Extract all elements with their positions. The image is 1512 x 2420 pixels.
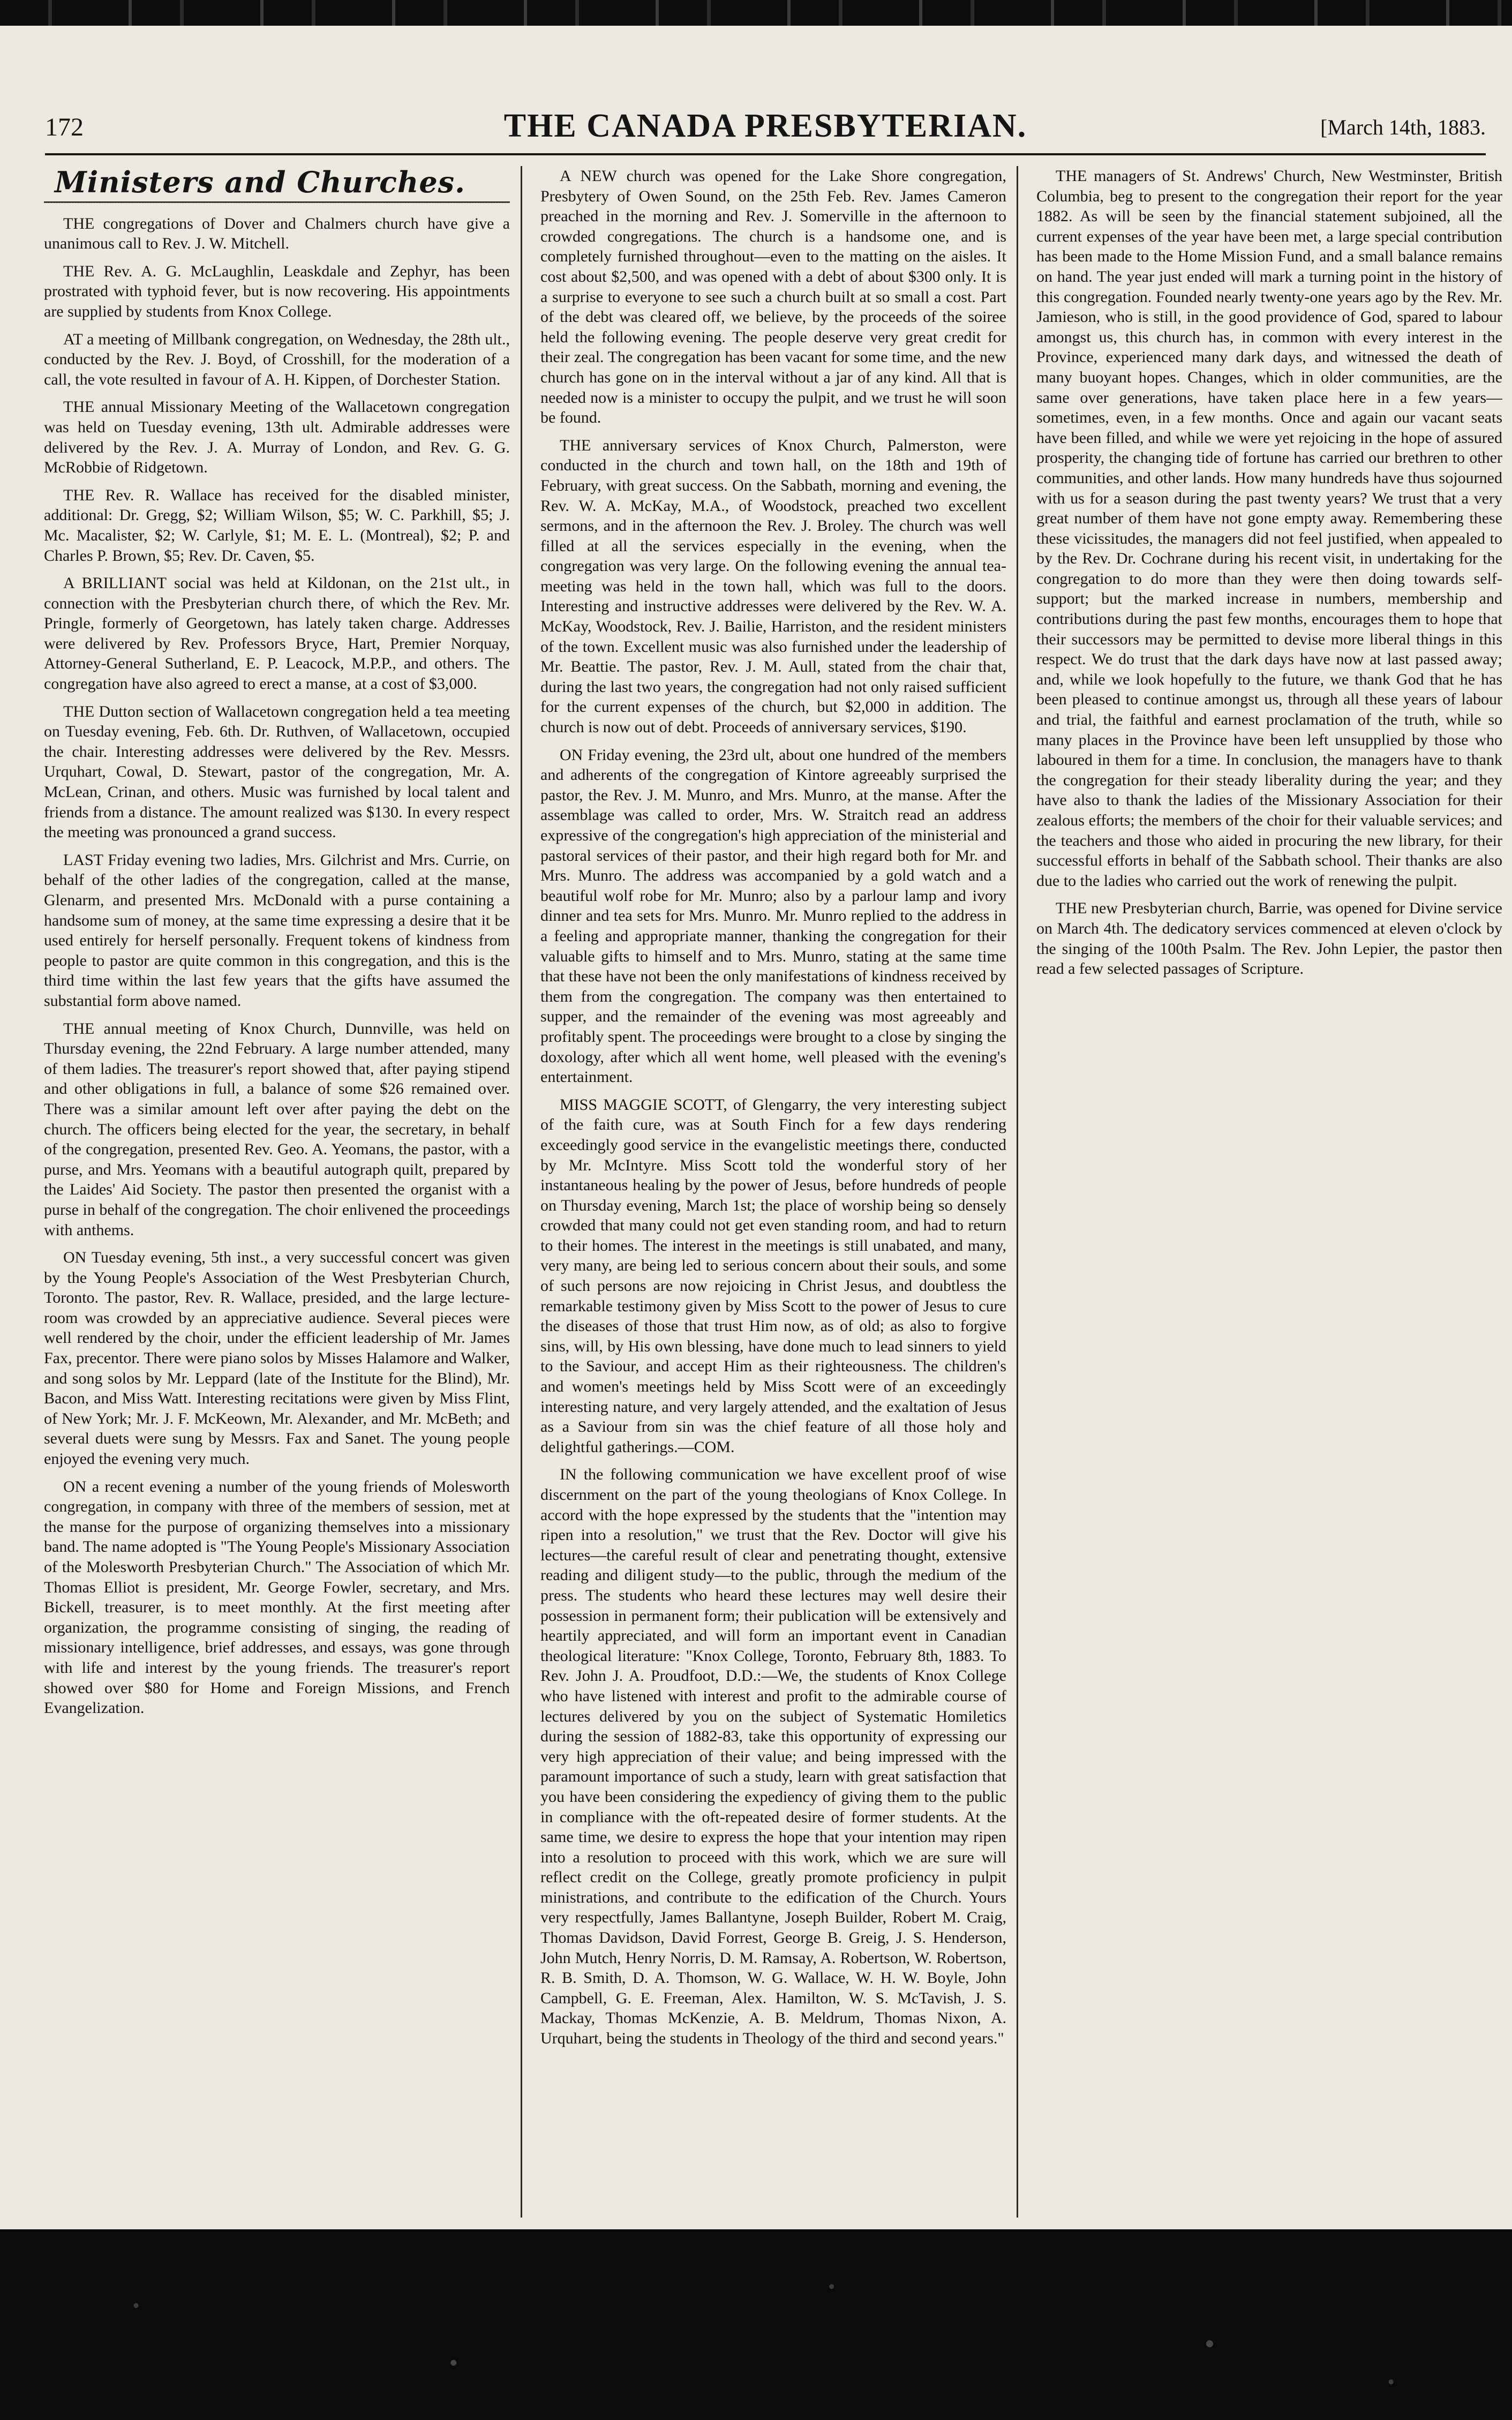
news-item: THE anniversary services of Knox Church, Palmerston, were conducted in the church and town hall, on the 18th and 19th of February, with great success. On the Sabbath, morning and evening, the Rev. W. A. McKay, M.A., of Woodstock, preached two excellent sermons, and in the afternoon the Rev. J. Broley. The church was well filled at all the services especially in the evening, when the congregation was very large. On the following evening the annual tea-meeting was held in the town hall, which was full to the doors. Interesting and instructive addresses were delivered by the Rev. W. A. McKay, Woodstock, Rev. J. Bailie, Harriston, and the resident ministers of the town. Excellent music was also furnished under the leadership of Mr. Beattie. The pastor, Rev. J. M. Aull, stated from the chair that, during the last two years, the congregation had not only raised sufficient for the current expenses of the church, but $2,000 in addition. The church is now out of debt. Proceeds of anniversary services, $190.: [540, 436, 1006, 736]
section-title: Ministers and Churches.: [55, 166, 465, 199]
news-item: IN the following communication we have excellent proof of wise discernment on the part of the young theologians of Knox College. In accord with the hope expressed by the students that the "intention may ripen into a resolution," we trust that the Rev. Doctor will give his lectures—the careful result of clear and penetrating thought, extensive reading and diligent study—to the public, through the medium of the press. The students who heard these lectures may well desire their possession in permanent form; their publication will be extensively and heartily appreciated, and will form an important event in Canadian theological literature: "Knox College, Toronto, February 8th, 1883. To Rev. John J. A. Proudfoot, D.D.:—We, the students of Knox College who have listened with interest and profit to the admirable course of lectures delivered by you on the subject of Systematic Homiletics during the session of 1882-83, take this opportunity of expressing our very high appreciation of their value; and being impressed with the paramount importance of such a study, learn with great satisfaction that you have been considering the expediency of giving them to the public in compliance with the oft-repeated desire of former students. At the same time, we desire to express the hope that your intention may ripen into a resolution to proceed with this work, which we are sure will reflect credit on the College, greatly promote proficiency in pulpit ministrations, and contribute to the edification of the Church. Yours very respectfully, James Ballantyne, Joseph Builder, Robert M. Craig, Thomas Davidson, David Forrest, George B. Greig, J. S. Henderson, John Mutch, Henry Norris, D. M. Ramsay, A. Robertson, W. Robertson, R. B. Smith, D. A. Thomson, W. G. Wallace, W. H. W. Boyle, John Campbell, G. E. Freeman, Alex. Hamilton, W. S. McTavish, J. S. Mackay, Thomas McKenzie, A. B. Meldrum, Thomas Nixon, A. Urquhart, being the students in Theology of the third and second years.": [540, 1465, 1006, 2048]
news-item: ON Friday evening, the 23rd ult, about one hundred of the members and adherents of the congregation of Kintore agreeably surprised the pastor, the Rev. J. M. Munro, and Mrs. Munro, at the manse. After the assemblage was called to order, Mrs. W. Straitch read an address expressive of the congregation's high appreciation of the ministerial and pastoral services of their pastor, and their high regard both for Mr. and Mrs. Munro. The address was accompanied by a gold watch and a beautiful wolf robe for Mr. Munro; also by a parlour lamp and ivory dinner and tea sets for Mrs. Munro. Mr. Munro replied to the address in a feeling and appropriate manner, thanking the congregation for their valuable gifts to himself and to Mrs. Munro, stating at the same time that these have not been the only manifestations of kindness received by them from the congregation. The company was then entertained to supper, and the remainder of the evening was most agreeably and profitably spent. The proceedings were brought to a close by singing the doxology, after which all went home, well pleased with the evening's entertainment.: [540, 746, 1006, 1086]
section-title-rule: [44, 201, 510, 203]
page-number: 172: [45, 113, 84, 141]
news-item: THE new Presbyterian church, Barrie, was opened for Divine service on March 4th. The dedicatory services commenced at eleven o'clock by the singing of the 100th Psalm. The Rev. John Lepier, the pastor then read a few selected passages of Scripture.: [1036, 899, 1502, 978]
news-item: A BRILLIANT social was held at Kildonan, on the 21st ult., in connection with the Presbyterian church there, of which the Rev. Mr. Pringle, formerly of Georgetown, has lately taken charge. Addresses were delivered by Rev. Professors Bryce, Hart, Premier Norquay, Attorney-General Sutherland, E. P. Leacock, M.P.P., and others. The congregation have also agreed to erect a manse, at a cost of $3,000.: [44, 574, 510, 693]
scan-border-bottom: [0, 2229, 1512, 2420]
page-header: [45, 107, 1486, 145]
news-item: LAST Friday evening two ladies, Mrs. Gilchrist and Mrs. Currie, on behalf of the other ladies of the congregation, called at the manse, Glenarm, and presented Mrs. McDonald with a purse containing a handsome sum of money, at the same time expressing a desire that it be used entirely for herself personally. Frequent tokens of kindness from people to pastor are quite common in this congregation, and this is the third time within the last few years that the gifts have assumed the substantial form above named.: [44, 851, 510, 1010]
news-item: THE annual meeting of Knox Church, Dunnville, was held on Thursday evening, the 22nd February. A large number attended, many of them ladies. The treasurer's report showed that, after paying stipend and other obligations in full, a balance of some $26 remained over. There was a similar amount left over after paying the debt on the church. The officers being elected for the year, the secretary, in behalf of the congregation, presented Rev. Geo. A. Yeomans, the pastor, with a purse, and Mrs. Yeomans with a beautiful autograph quilt, prepared by the Laides' Aid Society. The pastor then presented the organist with a purse in behalf of the congregation. The choir enlivened the proceedings with anthems.: [44, 1019, 510, 1239]
scan-border-top: [0, 0, 1512, 26]
news-item: THE Rev. A. G. McLaughlin, Leaskdale and Zephyr, has been prostrated with typhoid fever, but is now recovering. His appointments are supplied by students from Knox College.: [44, 262, 510, 320]
masthead: THE CANADA PRESBYTERIAN.: [503, 108, 1027, 144]
news-item: ON a recent evening a number of the young friends of Molesworth congregation, in company with three of the members of session, met at the manse for the purpose of organizing themselves into a missionary band. The name adopted is "The Young People's Missionary Association of the Molesworth Presbyterian Church." The Association of which Mr. Thomas Elliot is president, Mr. George Fowler, secretary, and Mrs. Bickell, treasurer, is to meet monthly. At the first meeting after organization, the programme consisting of singing, the reading of missionary intelligence, brief addresses, and essays, was gone through with life and interest by the young friends. The treasurer's report showed over $80 for Home and Foreign Missions, and French Evangelization.: [44, 1477, 510, 1717]
news-item: AT a meeting of Millbank congregation, on Wednesday, the 28th ult., conducted by the Rev. J. Boyd, of Crosshill, for the moderation of a call, the vote resulted in favour of A. H. Kippen, of Dorchester Station.: [44, 330, 510, 388]
issue-date: [March 14th, 1883.: [1320, 115, 1486, 139]
news-item: THE Rev. R. Wallace has received for the disabled minister, additional: Dr. Gregg, $2; William Wilson, $5; W. C. Parkhill, $5; J. Mc. Macalister, $2; W. Carlyle, $1; M. E. L. (Montreal), $2; P. and Charles P. Brown, $5; Rev. Dr. Caven, $5.: [44, 486, 510, 565]
header-rule: [45, 153, 1486, 155]
news-item: THE Dutton section of Wallacetown congregation held a tea meeting on Tuesday evening, Feb. 6th. Dr. Ruthven, of Wallacetown, occupied the chair. Interesting addresses were delivered by the Rev. Messrs. Urquhart, Cowal, D. Stewart, pastor of the congregation, Mr. A. McLean, Crinan, and others. Music was furnished by local talent and friends from a distance. The amount realized was $130. In every respect the meeting was pronounced a grand success.: [44, 702, 510, 841]
news-item: MISS MAGGIE SCOTT, of Glengarry, the very interesting subject of the faith cure, was at South Finch for a few days rendering exceedingly good service in the evangelistic meetings there, conducted by Mr. McIntyre. Miss Scott told the wonderful story of her instantaneous healing by the power of Jesus, before hundreds of people on Thursday evening, March 1st; the place of worship being so densely crowded that many could not get even standing room, and had to return to their homes. The interest in the meetings is still unabated, and many, very many, are being led to serious concern about their souls, and some of such persons are now rejoicing in Christ Jesus, and doubtless the remarkable testimony given by Miss Scott to the power of Jesus to cure the diseases of those that trust Him now, as of old; as also to forgive sins, will, by His own blessing, have done much to lead sinners to yield to the Saviour, and accept Him as their righteousness. The children's and women's meetings held by Miss Scott were of an exceedingly interesting nature, and very largely attended, and the exaltation of Jesus as a Saviour from sin was the chief feature of all those holy and delightful gatherings.—COM.: [540, 1095, 1006, 1456]
news-item: THE congregations of Dover and Chalmers church have give a unanimous call to Rev. J. W. Mitchell.: [44, 214, 510, 253]
news-item: ON Tuesday evening, 5th inst., a very successful concert was given by the Young People's Association of the West Presbyterian Church, Toronto. The pastor, Rev. R. Wallace, presided, and the large lecture-room was crowded by an appreciative audience. Several pieces were well rendered by the choir, under the efficient leadership of Mr. James Fax, precentor. There were piano solos by Misses Halamore and Walker, and song solos by Mr. Leppard (late of the Institute for the Blind), Mr. Bacon, and Miss Watt. Interesting recitations were given by Miss Flint, of New York; Mr. J. F. McKeown, Mr. Alexander, and Mr. McBeth; and several duets were sung by Messrs. Fax and Sanet. The young people enjoyed the evening very much.: [44, 1249, 510, 1468]
column-rule: [1017, 166, 1018, 2218]
column-2: [540, 166, 1006, 2218]
news-item: THE annual Missionary Meeting of the Wallacetown congregation was held on Tuesday evening, 13th ult. Admirable addresses were delivered by the Rev. J. A. Murray of London, and Rev. G. G. McRobbie of Ridgetown.: [44, 398, 510, 477]
column-3: [1036, 166, 1502, 2218]
column-rule: [521, 166, 522, 2218]
column-1: [44, 166, 510, 2218]
news-item: A NEW church was opened for the Lake Shore congregation, Presbytery of Owen Sound, on the 25th Feb. Rev. James Cameron preached in the morning and Rev. J. Somerville in the afternoon to crowded congregations. The church is a handsome one, and is completely furnished throughout—even to the matting on the aisles. It cost about $2,500, and was opened with a debt of about $300 only. It is a surprise to everyone to see such a church built at so small a cost. Part of the debt was cleared off, we believe, by the proceeds of the soiree held the following evening. The people deserve very great credit for their zeal. The congregation has been vacant for some time, and the new church has gone on in the interval without a jar of any kind. All that is needed now is a minister to occupy the pulpit, and we trust he will soon be found.: [540, 167, 1006, 427]
news-item: THE managers of St. Andrews' Church, New Westminster, British Columbia, beg to present to the congregation their report for the year 1882. As will be seen by the financial statement subjoined, all the current expenses of the year have been met, a large special contribution has been made to the Home Mission Fund, and a small balance remains on hand. The year just ended will mark a turning point in the history of this congregation. Founded nearly twenty-one years ago by the Rev. Mr. Jamieson, who is still, in the good providence of God, spared to labour amongst us, this church has, in common with every interest in the Province, experienced many dark days, and witnessed the death of many buoyant hopes. Changes, which in older communities, are the same over generations, have taken place here in a few years—sometimes, even, in a few months. Once and again our vacant seats have been filled, and while we were yet rejoicing in the hope of assured prosperity, the changing tide of fortune has carried our brethren to other communities, and other lands. How many hundreds have thus sojourned with us for a season during the past twenty years? We trust that a very great number of them have not gone empty away. Remembering these these vicissitudes, the managers did not feel justified, when appealed to by the Rev. Dr. Cochrane during his recent visit, in undertaking for the congregation to do more than they were then doing towards self-support; but the marked increase in numbers, membership and contributions during the past few months, encourages them to hope that their successors may be permitted to devise more liberal things in this respect. We do trust that the dark days have now at last passed away; and, while we look hopefully to the future, we thank God that he has been pleased to continue amongst us, through all these years of labour and trial, the faithful and earnest proclamation of the truth, while so many places in the Province have been left unsupplied by those who laboured in them for a time. In conclusion, the managers have to thank the congregation for their steady liberality during the year; and they have also to thank the ladies of the Missionary Association for their zealous efforts; the members of the choir for their valuable services; and the teachers and those who aided in procuring the new library, for their successful efforts in behalf of the Sabbath school. Their thanks are also due to the ladies who carried out the work of renewing the pulpit.: [1036, 167, 1502, 890]
